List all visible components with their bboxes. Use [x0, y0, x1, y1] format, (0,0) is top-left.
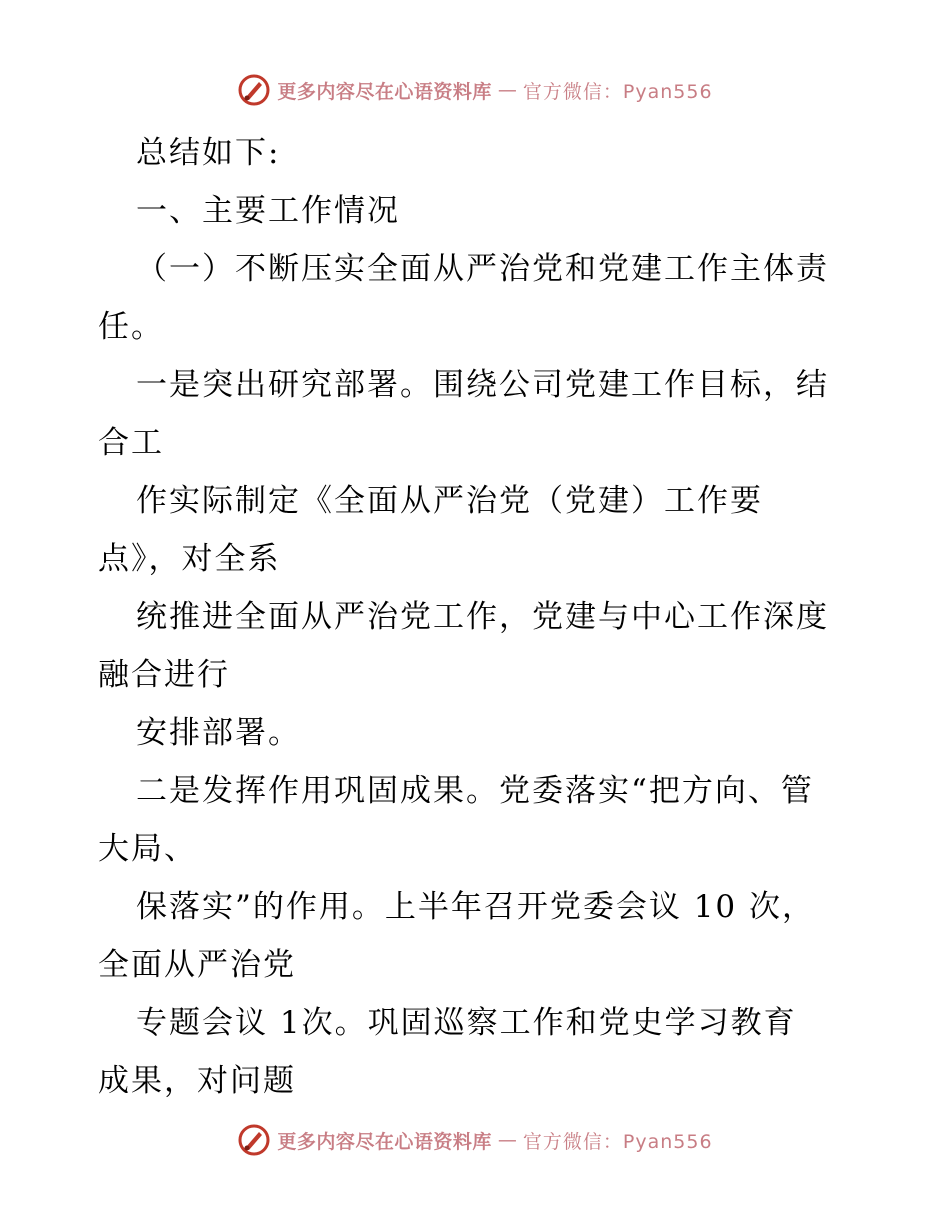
- ink-pen-logo-icon: [237, 73, 271, 107]
- text-line: 融合进行: [98, 657, 230, 693]
- subsection-heading: （一）不断压实全面从严治党和党建工作主体责: [136, 251, 829, 287]
- text-line: 全面从严治党: [98, 947, 296, 983]
- text-line: 保落实”的作用。上半年召开党委会议 10 次，: [136, 889, 816, 925]
- section-heading: 一、主要工作情况: [136, 193, 400, 229]
- text-line: 成果，对问题: [98, 1063, 296, 1099]
- subsection-heading-continued: 任。: [98, 309, 164, 345]
- text-line: 安排部署。: [136, 715, 301, 751]
- text-line: 点》，对全系: [98, 541, 281, 577]
- watermark-separator: —: [497, 1129, 517, 1151]
- ink-pen-logo-icon: [237, 1123, 271, 1157]
- watermark-brand-text: 更多内容尽在心语资料库: [277, 80, 492, 103]
- footer-watermark: [0, 1120, 950, 1160]
- watermark-separator: —: [497, 79, 517, 101]
- watermark-contact-text: 官方微信：Pyan556: [522, 80, 713, 103]
- text-line: 大局、: [98, 831, 197, 867]
- watermark-brand-text: 更多内容尽在心语资料库: [277, 1130, 492, 1153]
- text-line: 二是发挥作用巩固成果。党委落实“把方向、管: [136, 773, 814, 809]
- text-line: 一是突出研究部署。围绕公司党建工作目标，结: [136, 367, 829, 403]
- text-line: 作实际制定《全面从严治党（党建）工作要: [136, 483, 763, 519]
- watermark-contact-text: 官方微信：Pyan556: [522, 1130, 713, 1153]
- document-body: [98, 124, 858, 1110]
- text-line: 专题会议 1次。巩固巡察工作和党史学习教育: [136, 1005, 797, 1041]
- header-watermark: [0, 70, 950, 110]
- text-line: 合工: [98, 425, 164, 461]
- text-line: 统推进全面从严治党工作，党建与中心工作深度: [136, 599, 829, 635]
- text-line: 总结如下:: [136, 135, 281, 171]
